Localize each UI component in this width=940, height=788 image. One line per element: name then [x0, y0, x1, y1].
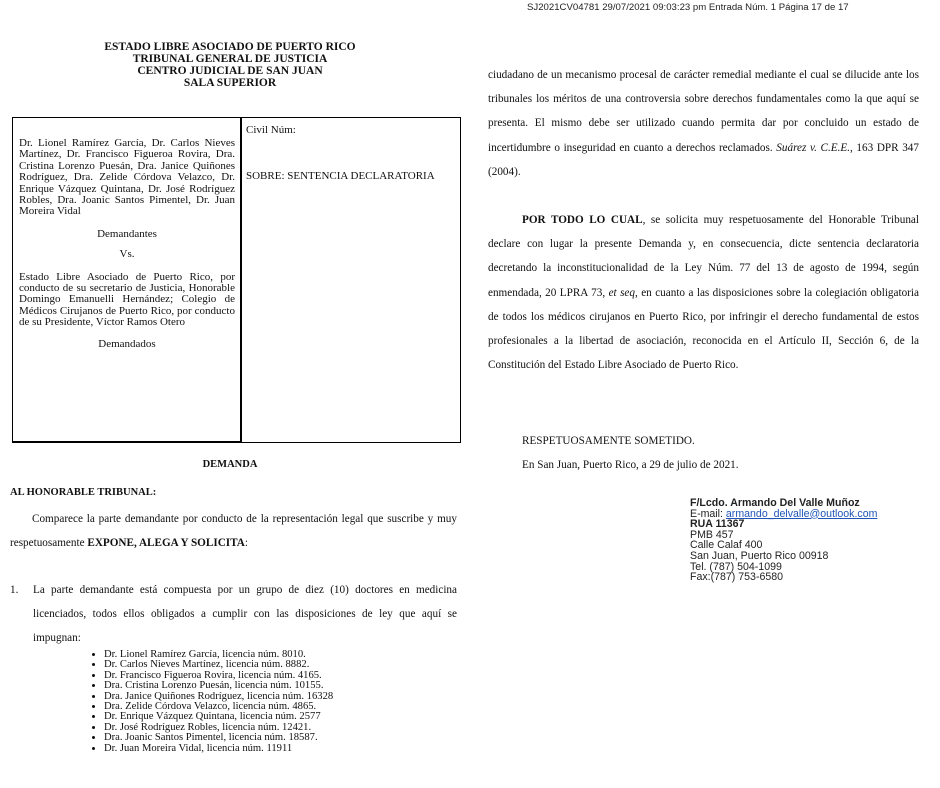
civil-number-label: Civil Núm: — [246, 124, 296, 136]
doctors-list — [90, 650, 333, 754]
court-line-4: SALA SUPERIOR — [183, 77, 277, 89]
attorney-name: F/Lcdo. Armando Del Valle Muñoz — [690, 497, 860, 509]
list-item: • Dra. Zelide Córdova Velazco, licencia núm. 4865. — [104, 702, 333, 712]
defendants-names: Estado Libre Asociado de Puerto Rico, por conducto de su secretario de Justicia, Honorable Domingo Emanuelli Hernández; Colegio de Médicos Cirujanos de Puerto Rico, por conducto de su Presidente, Víctor Ramos Otero — [19, 270, 235, 329]
court-line-3: CENTRO JUDICIAL DE SAN JUAN — [137, 65, 323, 77]
email-link[interactable]: armando_delvalle@outlook.com — [725, 507, 878, 520]
submitted-line: RESPETUOSAMENTE SOMETIDO. — [522, 435, 695, 447]
prayer-paragraph — [488, 208, 919, 377]
declaratory-paragraph — [488, 63, 919, 184]
email-label: E-mail: — [690, 507, 726, 520]
case-info — [246, 125, 456, 182]
case-citation: Suárez v. C.E.E. — [776, 141, 851, 154]
court-line-2: TRIBUNAL GENERAL DE JUSTICIA — [132, 53, 328, 65]
address-line-1: PMB 457 — [690, 528, 734, 541]
salutation: AL HONORABLE TRIBUNAL: — [10, 487, 157, 498]
signature-block — [690, 498, 877, 583]
list-item: • Dr. José Rodríguez Robles, licencia núm. 12421. — [104, 723, 333, 733]
document-title: DEMANDA — [202, 459, 258, 470]
prayer-text: , se solicita muy respetuosamente del Honorable Tribunal declare con lugar la presente Demanda y, en consecuencia, dicte sentencia declaratoria decretando la inconstitucionalidad de la Ley Núm. 77 del 13 de agosto de 1994, según enmendada, 20 LPRA 73, — [488, 214, 919, 299]
intro-text: Comparece la parte demandante por conducto de la representación legal que suscribe y muy respetuosamente — [10, 513, 457, 549]
case-subject: SOBRE: SENTENCIA DECLARATORIA — [246, 169, 435, 182]
case-caption-box — [12, 117, 461, 443]
address-line-3: San Juan, Puerto Rico 00918 — [690, 549, 829, 562]
citation-end: , 163 DPR 347 (2004). — [488, 141, 919, 178]
item-number: 1. — [10, 584, 19, 596]
prayer-text-end: , en cuanto a las disposiciones sobre la colegiación obligatoria de todos los médicos cirujanos en Puerto Rico, por infringir el derecho fundamental de estos profesionales a la libertad de asociación, reconocida en el Artículo II, Sección 6, de la Constitución del Estado Libre Asociado de Puerto Rico. — [488, 286, 919, 372]
versus-label: Vs. — [119, 248, 135, 261]
list-item: • Dra. Cristina Lorenzo Puesán, licencia núm. 10155. — [104, 681, 333, 691]
intro-bold-text: EXPONE, ALEGA Y SOLICITA — [87, 536, 245, 549]
court-heading — [0, 41, 460, 89]
prayer-bold-text: POR TODO LO CUAL — [522, 214, 643, 226]
list-item: • Dr. Francisco Figueroa Rovira, licencia núm. 4165. — [104, 671, 333, 681]
phone-number: Tel. (787) 504-1099 — [690, 560, 782, 573]
list-item: • Dra. Joanic Santos Pimentel, licencia núm. 18587. — [104, 733, 333, 743]
date-line: En San Juan, Puerto Rico, a 29 de julio de 2021. — [522, 459, 739, 471]
intro-paragraph — [10, 508, 457, 556]
list-item: • Dr. Juan Moreira Vidal, licencia núm. 11911 — [104, 744, 333, 754]
filing-stamp: SJ2021CV04781 29/07/2021 09:03:23 pm Entrada Núm. 1 Página 17 de 17 — [527, 2, 849, 13]
address-line-2: Calle Calaf 400 — [690, 539, 763, 552]
plaintiffs-label: Demandantes — [97, 227, 157, 240]
declaratory-text: ciudadano de un mecanismo procesal de carácter remedial mediante el cual se dilucide ante los tribunales los méritos de una controversia sobre derechos fundamentales como la que aquí se presenta. El mismo debe ser utilizado cuando permita dar por concluido un estado de incertidumbre o inseguridad en cuanto a derechos reclamados. — [488, 69, 919, 154]
numbered-item-1: La parte demandante está compuesta por un grupo de diez (10) doctores en medicina licenciados, todos ellos obligados a cumplir con las disposiciones de ley que aquí se impugnan: — [33, 584, 457, 644]
list-item: • Dr. Lionel Ramírez García, licencia núm. 8010. — [104, 650, 333, 660]
et-seq: et seq — [608, 286, 635, 299]
rua-number: RUA 11367 — [690, 518, 745, 531]
list-item: • Dra. Janice Quiñones Rodríguez, licencia núm. 16328 — [104, 692, 333, 702]
defendants-label: Demandados — [98, 337, 156, 350]
court-line-1: ESTADO LIBRE ASOCIADO DE PUERTO RICO — [104, 41, 356, 53]
list-item: • Dr. Carlos Nieves Martínez, licencia núm. 8882. — [104, 660, 333, 670]
fax-number: Fax:(787) 753-6580 — [690, 571, 784, 584]
intro-end: : — [244, 536, 248, 549]
plaintiffs-names: Dr. Lionel Ramírez García, Dr. Carlos Nieves Martínez, Dr. Francisco Figueroa Rovira, Dra. Cristina Lorenzo Puesán, Dra. Janice Quiñones Rodríguez, Dra. Zelide Córdova Velazco, Dr. Enrique Vázquez Quintana, Dr. José Rodríguez Robles, Dra. Joanic Santos Pimentel, Dr. Juan Moreira Vidal — [19, 137, 235, 218]
list-item: • Dr. Enrique Vázquez Quintana, licencia núm. 2577 — [104, 712, 333, 722]
parties-box — [13, 118, 242, 443]
